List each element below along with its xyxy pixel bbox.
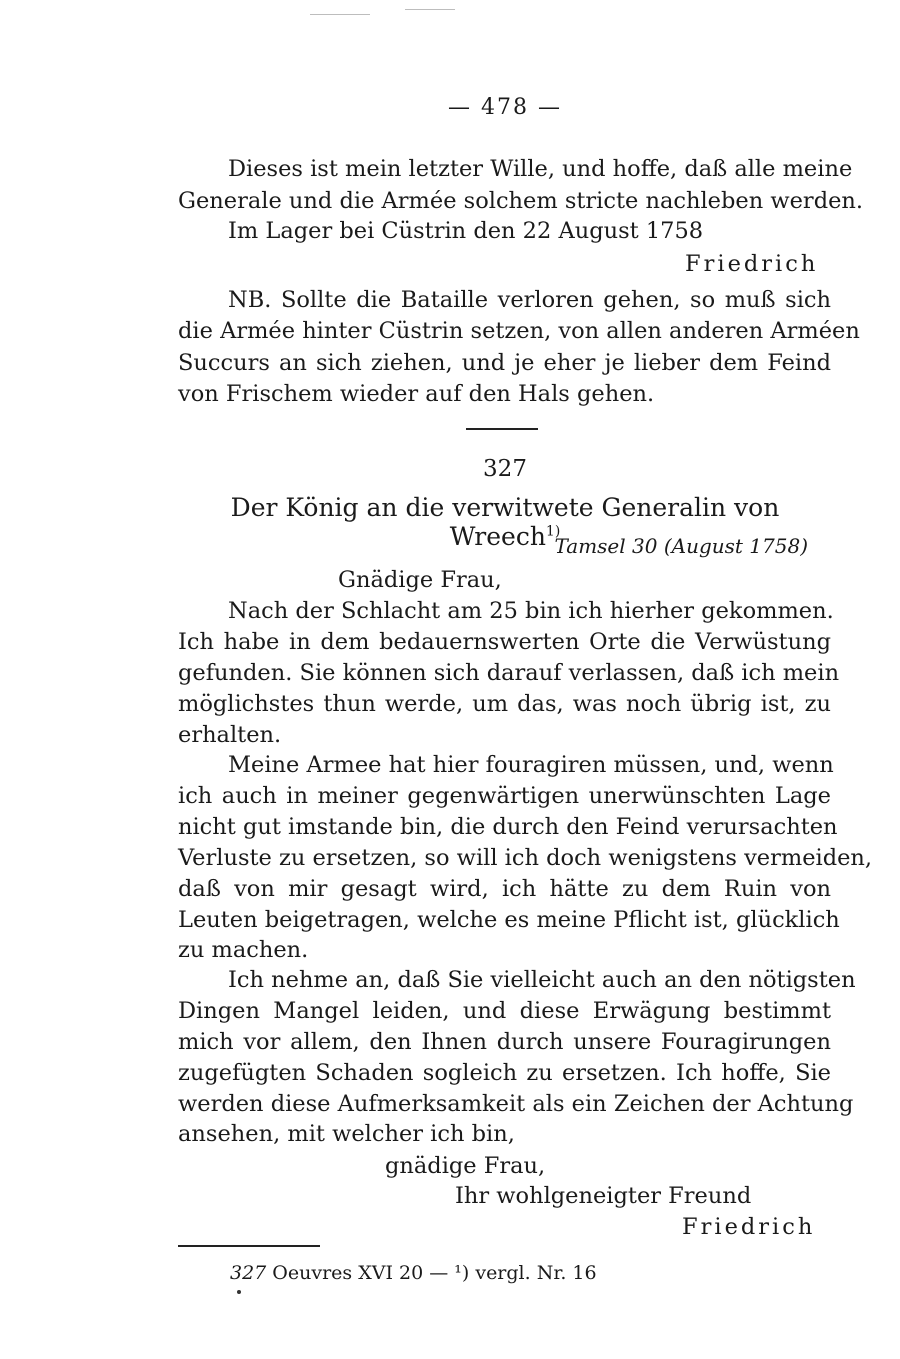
footnote xyxy=(230,1262,597,1284)
body-line: ich auch in meiner gegenwärtigen unerwünschten Lage xyxy=(178,783,831,809)
text-line: Dieses ist mein letzter Wille, und hoffe, daß alle meine xyxy=(228,156,853,182)
body-line: werden diese Aufmerksamkeit als ein Zeichen der Achtung xyxy=(178,1091,854,1117)
page-number: — 478 — xyxy=(448,95,562,120)
body-line: möglichstes thun werde, um das, was noch übrig ist, zu xyxy=(178,691,831,717)
text-line: Im Lager bei Cüstrin den 22 August 1758 xyxy=(228,218,704,244)
nb-line: NB. Sollte die Bataille verloren gehen, so muß sich xyxy=(228,287,831,313)
closing-phrase: Ihr wohlgeneigter Freund xyxy=(455,1183,752,1209)
letter-number: 327 xyxy=(483,456,527,482)
body-line: Ich habe in dem bedauernswerten Orte die Verwüstung xyxy=(178,629,831,655)
closing-salutation: gnädige Frau, xyxy=(385,1153,546,1179)
nb-line: Succurs an sich ziehen, und je eher je lieber dem Feind xyxy=(178,350,831,376)
text-line: Generale und die Armée solchem stricte nachleben werden. xyxy=(178,188,864,214)
nb-line: von Frischem wieder auf den Hals gehen. xyxy=(178,381,655,407)
scan-speck xyxy=(237,1290,241,1294)
body-line: Dingen Mangel leiden, und diese Erwägung bestimmt xyxy=(178,998,831,1024)
body-line: Leuten beigetragen, welche es meine Pflicht ist, glücklich xyxy=(178,907,840,933)
body-line: Verluste zu ersetzen, so will ich doch wenigstens vermeiden, xyxy=(178,845,873,871)
body-line: zu machen. xyxy=(178,937,309,963)
scan-artifact-line xyxy=(310,14,370,15)
salutation: Gnädige Frau, xyxy=(338,567,502,593)
body-line: erhalten. xyxy=(178,722,282,748)
signature: Friedrich xyxy=(682,1214,816,1240)
nb-line: die Armée hinter Cüstrin setzen, von allen anderen Arméen xyxy=(178,318,860,344)
letter-title-text: Der König an die verwitwete Generalin von Wreech xyxy=(230,493,780,551)
footnote-text: Oeuvres XVI 20 — ¹) vergl. Nr. 16 xyxy=(266,1262,597,1284)
place-date: Tamsel 30 (August 1758) xyxy=(554,534,808,558)
body-line: daß von mir gesagt wird, ich hätte zu dem Ruin von xyxy=(178,876,831,902)
signature-top: Friedrich xyxy=(685,251,819,277)
body-line: gefunden. Sie können sich darauf verlassen, daß ich mein xyxy=(178,660,840,686)
body-line: zugefügten Schaden sogleich zu ersetzen. Ich hoffe, Sie xyxy=(178,1060,831,1086)
footnote-number: 327 xyxy=(230,1262,267,1284)
body-line: Ich nehme an, daß Sie vielleicht auch an den nötigsten xyxy=(228,967,856,993)
footnote-rule xyxy=(178,1245,320,1247)
scan-artifact-line xyxy=(405,9,455,10)
body-line: Nach der Schlacht am 25 bin ich hierher gekommen. xyxy=(228,598,834,624)
body-line: mich vor allem, den Ihnen durch unsere Fouragirungen xyxy=(178,1029,831,1055)
body-line: ansehen, mit welcher ich bin, xyxy=(178,1121,515,1147)
title-footnote-marker: 1) xyxy=(545,523,561,540)
section-divider xyxy=(466,428,538,430)
body-line: nicht gut imstande bin, die durch den Feind verursachten xyxy=(178,814,838,840)
body-line: Meine Armee hat hier fouragiren müssen, und, wenn xyxy=(228,752,834,778)
